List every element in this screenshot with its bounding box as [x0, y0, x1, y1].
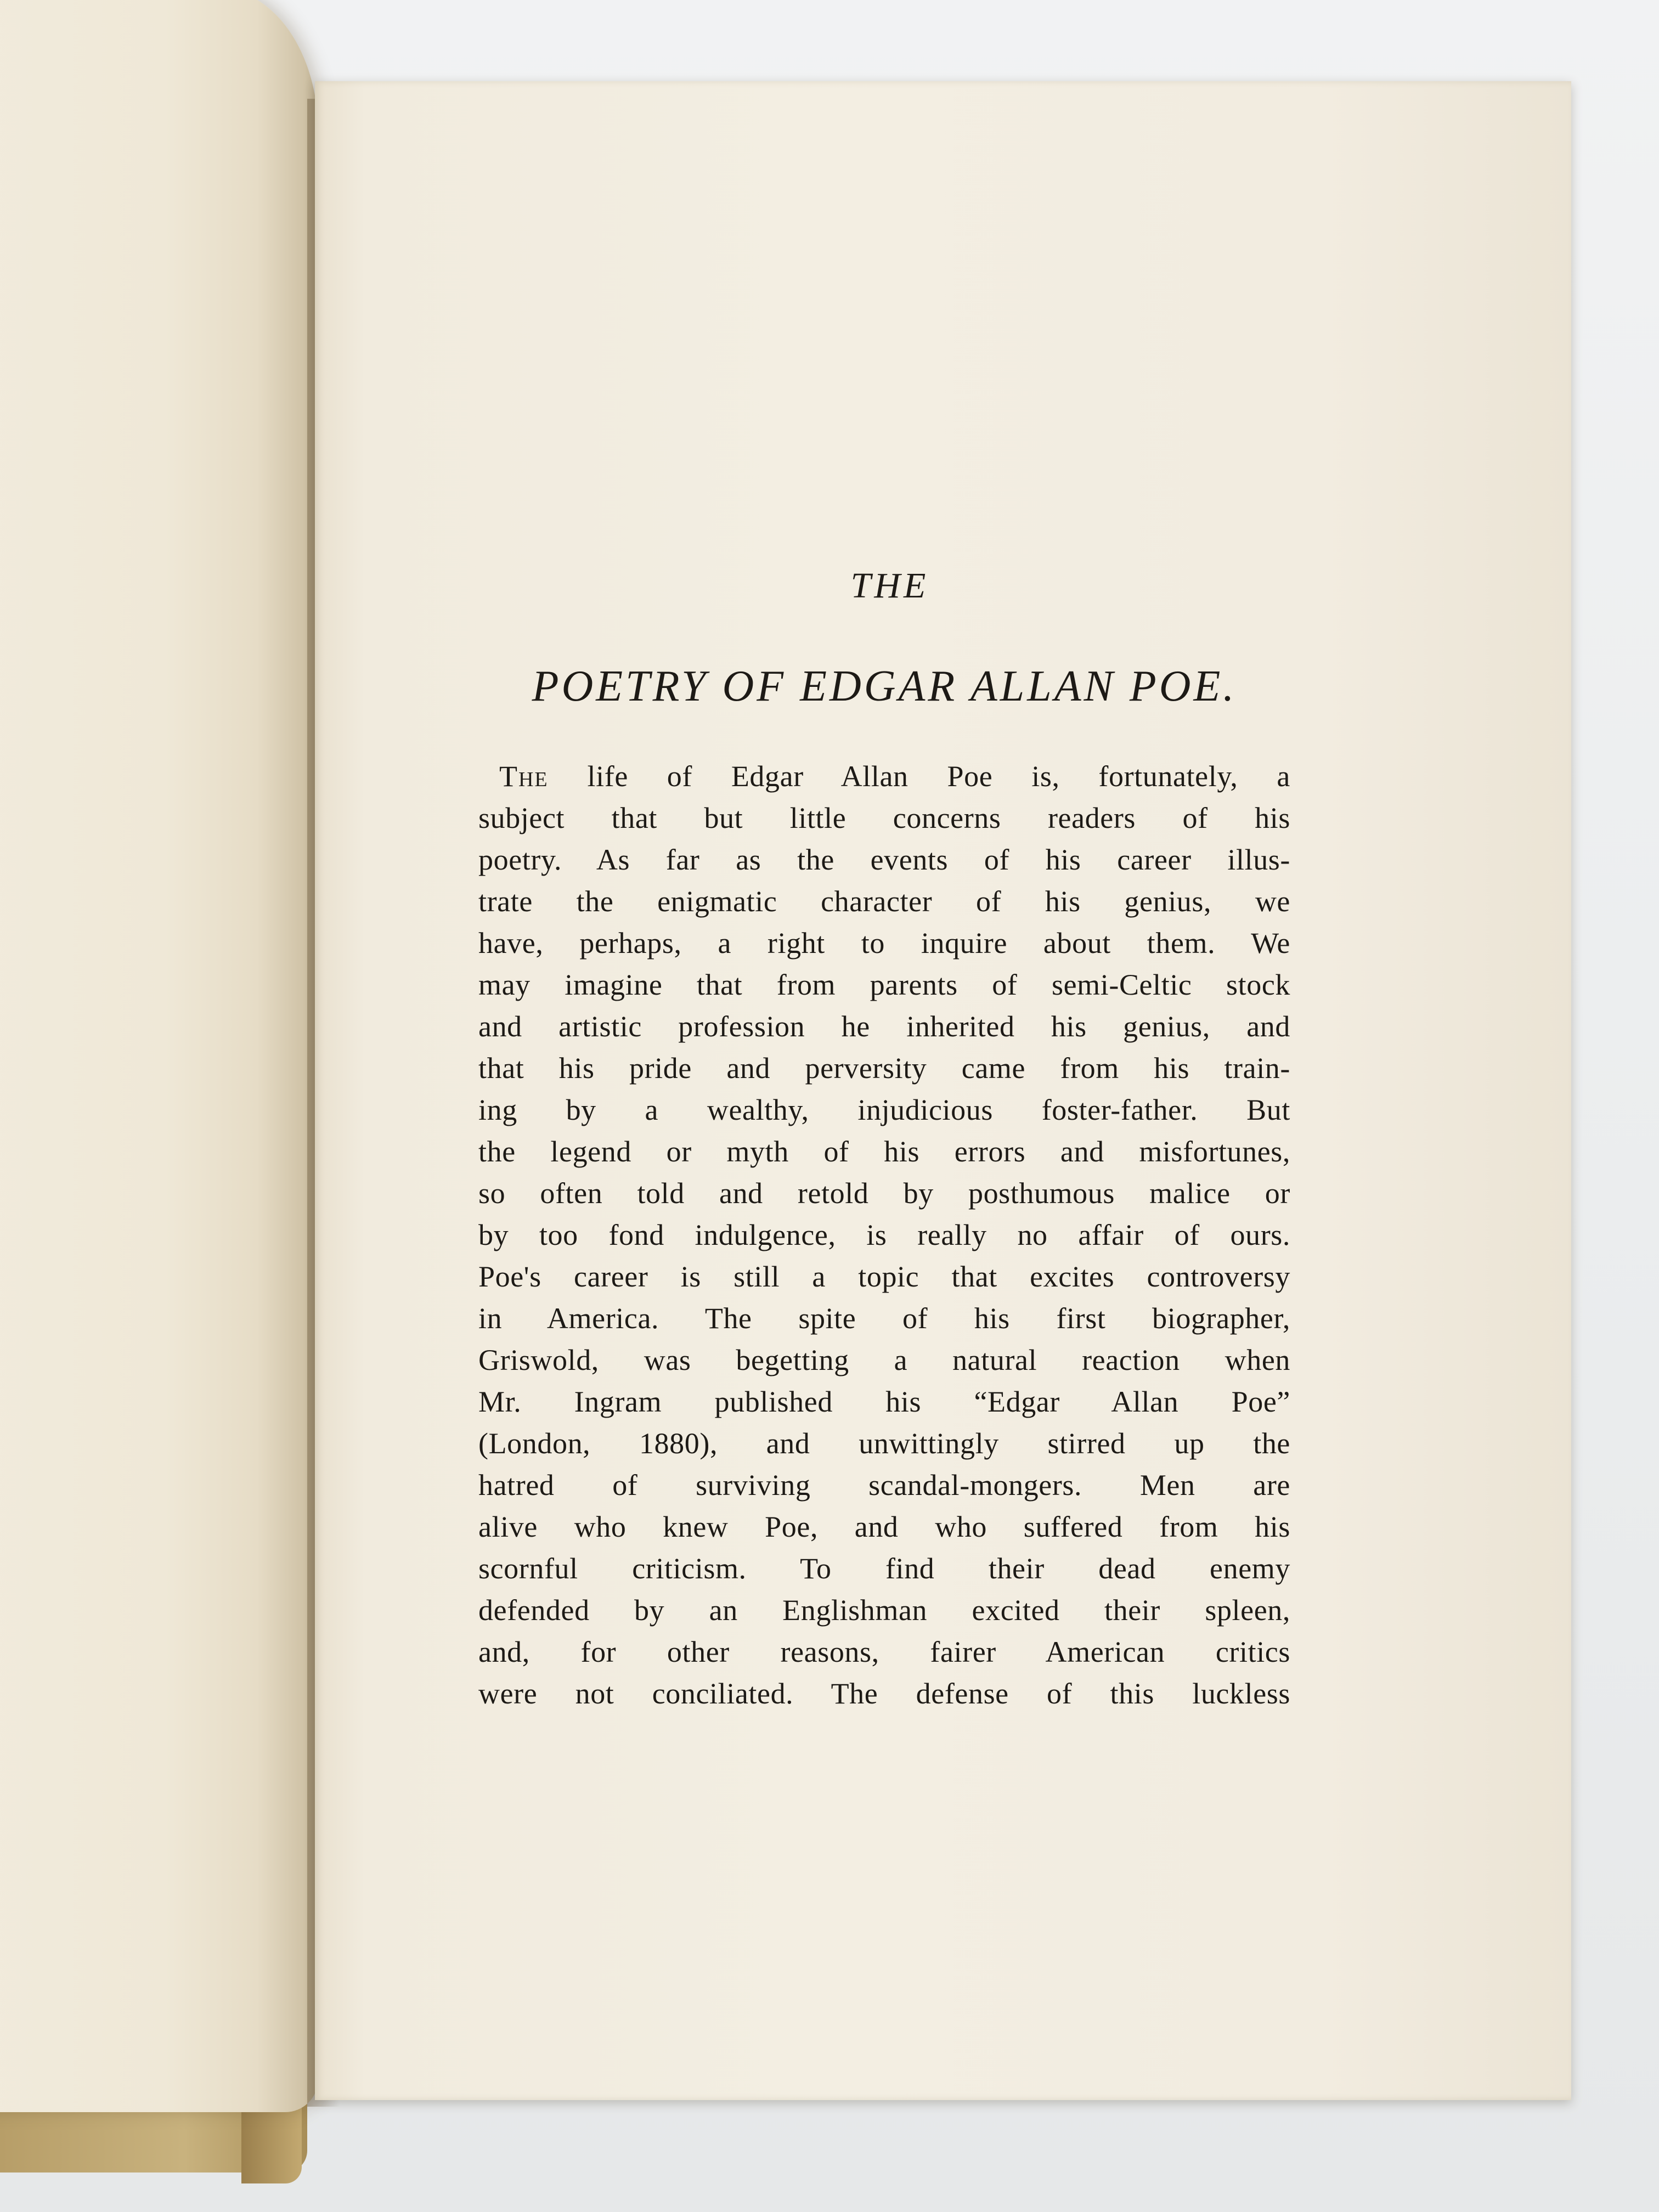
text-line: the legend or myth of his errors and misfortunes, [478, 1135, 1290, 1168]
text-line: have, perhaps, a right to inquire about them. We [478, 927, 1290, 960]
text-line: defended by an Englishman excited their spleen, [478, 1594, 1290, 1627]
left-page [0, 0, 318, 2112]
heading-the: THE [850, 566, 929, 606]
text-line: by too fond indulgence, is really no affair of ours. [478, 1218, 1290, 1251]
text-line: were not conciliated. The defense of this luckless [478, 1677, 1290, 1710]
text-line: Mr. Ingram published his “Edgar Allan Poe” [478, 1385, 1290, 1418]
text-line: Griswold, was begetting a natural reaction when [478, 1344, 1290, 1376]
text-line: alive who knew Poe, and who suffered from his [478, 1510, 1290, 1543]
text-line: scornful criticism. To find their dead enemy [478, 1552, 1290, 1585]
text-line: The life of Edgar Allan Poe is, fortunately, a [499, 760, 1290, 793]
text-line: ing by a wealthy, injudicious foster-father. But [478, 1093, 1290, 1126]
first-word: The [499, 760, 549, 793]
text-line: and artistic profession he inherited his genius, and [478, 1010, 1290, 1043]
text-line: so often told and retold by posthumous malice or [478, 1177, 1290, 1210]
text-line: subject that but little concerns readers of his [478, 802, 1290, 834]
text-line: poetry. As far as the events of his career illus- [478, 843, 1290, 876]
text-line: may imagine that from parents of semi-Celtic stock [478, 968, 1290, 1001]
page-text [478, 565, 1290, 1714]
text-line: Poe's career is still a topic that excites controversy [478, 1260, 1290, 1293]
body-text [478, 755, 1290, 1714]
text-line: that his pride and perversity came from his train- [478, 1052, 1290, 1085]
chapter-title: POETRY OF EDGAR ALLAN POE. [532, 662, 1237, 710]
text-line: and, for other reasons, fairer American critics [478, 1635, 1290, 1668]
text-line: in America. The spite of his first biographer, [478, 1302, 1290, 1335]
text-line: (London, 1880), and unwittingly stirred up the [478, 1427, 1290, 1460]
text-line: hatred of surviving scandal-mongers. Men are [478, 1469, 1290, 1502]
text-line: trate the enigmatic character of his genius, we [478, 885, 1290, 918]
